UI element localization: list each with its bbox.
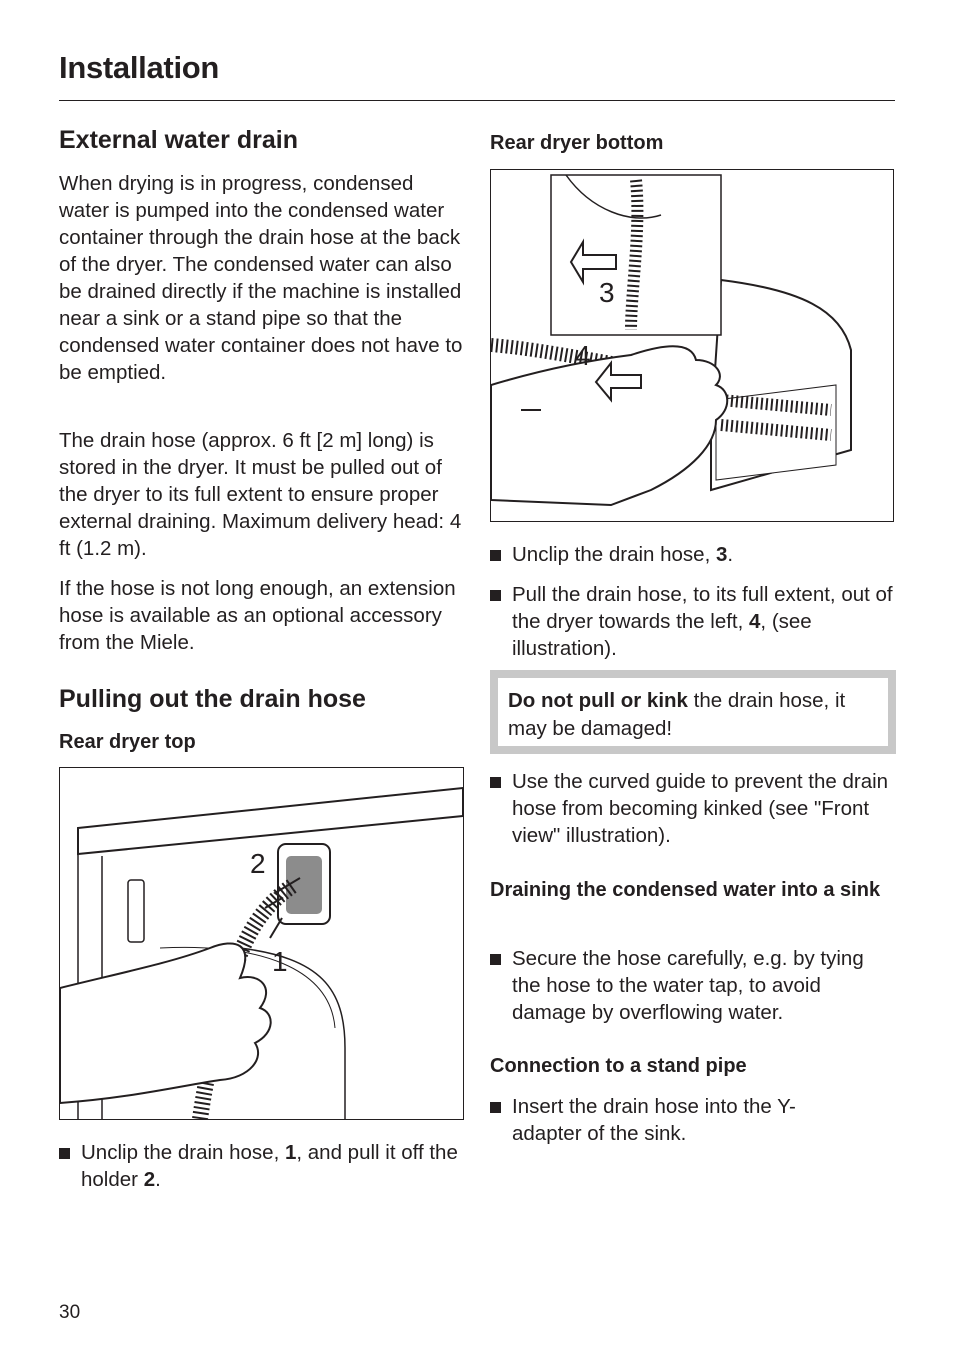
bullet-pull-hose: Pull the drain hose, to its full extent, out of the dryer towards the left, 4, (see illustration). [490, 581, 895, 662]
bullet-square-icon [490, 777, 501, 788]
title-divider [59, 100, 895, 101]
section-heading-pulling-hose: Pulling out the drain hose [59, 685, 366, 713]
bullet-unclip-holder: Unclip the drain hose, 1, and pull it off the holder 2. [59, 1139, 464, 1193]
warning-box [490, 670, 896, 754]
bullet-square-icon [490, 1102, 501, 1113]
bullet-square-icon [490, 590, 501, 601]
paragraph-hose-length: The drain hose (approx. 6 ft [2 m] long) is stored in the dryer. It must be pulled out of the dryer to its full extent to ensure proper external draining. Maximum delivery head: 4 ft (1.2 m). [59, 429, 462, 560]
section-heading-external-drain: External water drain [59, 126, 298, 154]
figure-label-3: 3 [599, 277, 615, 308]
bullet-curved-guide: Use the curved guide to prevent the drain hose from becoming kinked (see "Front view" illustration). [490, 768, 895, 849]
page-title: Installation [59, 50, 220, 85]
bullet-square-icon [490, 550, 501, 561]
figure-label-1: 1 [272, 946, 288, 977]
subheading-drain-sink: Draining the condensed water into a sink [490, 879, 881, 901]
paragraph-drain-intro: When drying is in progress, condensed water is pumped into the condensed water container through the drain hose at the back of the dryer. The condensed water can also be drained directly if the machine is installed near a sink or a stand pipe so that the condensed water container does not have to be emptied. [59, 172, 463, 384]
rear-dryer-top-illustration [59, 767, 464, 1120]
bullet-square-icon [490, 954, 501, 965]
page-number: 30 [59, 1302, 81, 1323]
subheading-rear-top: Rear dryer top [59, 731, 196, 753]
bullet-square-icon [59, 1148, 70, 1159]
subheading-stand-pipe: Connection to a stand pipe [490, 1055, 747, 1077]
paragraph-extension-hose: If the hose is not long enough, an extension hose is available as an optional accessory from the Miele. [59, 577, 456, 654]
bullet-secure-hose: Secure the hose carefully, e.g. by tying the hose to the water tap, to avoid damage by overflowing water. [490, 945, 895, 1026]
bullet-unclip-hose: Unclip the drain hose, 3. [490, 541, 895, 568]
figure-label-4: 4 [575, 340, 591, 371]
rear-dryer-bottom-illustration [490, 169, 894, 522]
subheading-rear-bottom: Rear dryer bottom [490, 132, 664, 154]
bullet-insert-hose: Insert the drain hose into the Y-adapter of the sink. [490, 1093, 832, 1147]
warning-text: Do not pull or kink the drain hose, it may be damaged! [498, 678, 888, 746]
figure-label-2: 2 [250, 848, 266, 879]
